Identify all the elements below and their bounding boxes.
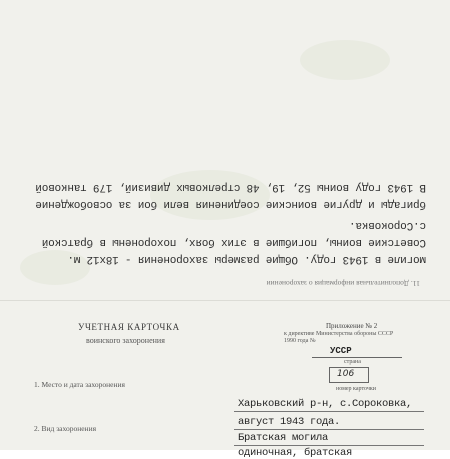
card-subtitle: воинского захоронения: [86, 336, 165, 345]
typed-line: могиле в 1943 году. Общие размеры захоронения - 18х12 м.: [67, 253, 426, 265]
country-underline: [312, 357, 402, 358]
field-underline: [234, 429, 424, 430]
additional-info-heading: 11. Дополнительная информация о захоронении: [266, 279, 420, 288]
typed-value: Харьковский р-н, с.Сороковка,: [238, 398, 413, 410]
field-underline: [234, 445, 424, 446]
directive-line: 1990 года №: [284, 338, 316, 344]
field-underline: [234, 411, 424, 412]
card-number-label: номер карточки: [336, 386, 376, 392]
typed-line: с.Сороковка.: [349, 219, 426, 231]
typed-value: Братская могила: [238, 432, 329, 444]
field-label-burial-type: 2. Вид захоронения: [34, 424, 97, 433]
typed-line: Советские воины, погибшие в этих боях, похоронены в братской: [41, 236, 426, 248]
field-label-place-date: 1. Место и дата захоронения: [34, 380, 125, 389]
card-number-value: 106: [337, 369, 355, 379]
typed-line: В 1943 году воины 52, 19, 48 стрелковых дивизий, 179 танковой: [35, 181, 426, 193]
country-label: страна: [344, 359, 361, 365]
page-fold: [0, 300, 450, 301]
appendix-label: Приложение № 2: [326, 322, 378, 330]
card-title: УЧЕТНАЯ КАРТОЧКА: [78, 322, 180, 332]
directive-reference: [284, 331, 444, 345]
country-value: УССР: [330, 346, 352, 356]
typed-line: бригады и другие воинские соединения вели бои за освобождение: [35, 198, 426, 210]
typed-value: август 1943 года.: [238, 416, 341, 428]
typed-value: одиночная, братская: [238, 447, 353, 459]
directive-line: к директиве Министерства обороны СССР: [284, 331, 394, 337]
